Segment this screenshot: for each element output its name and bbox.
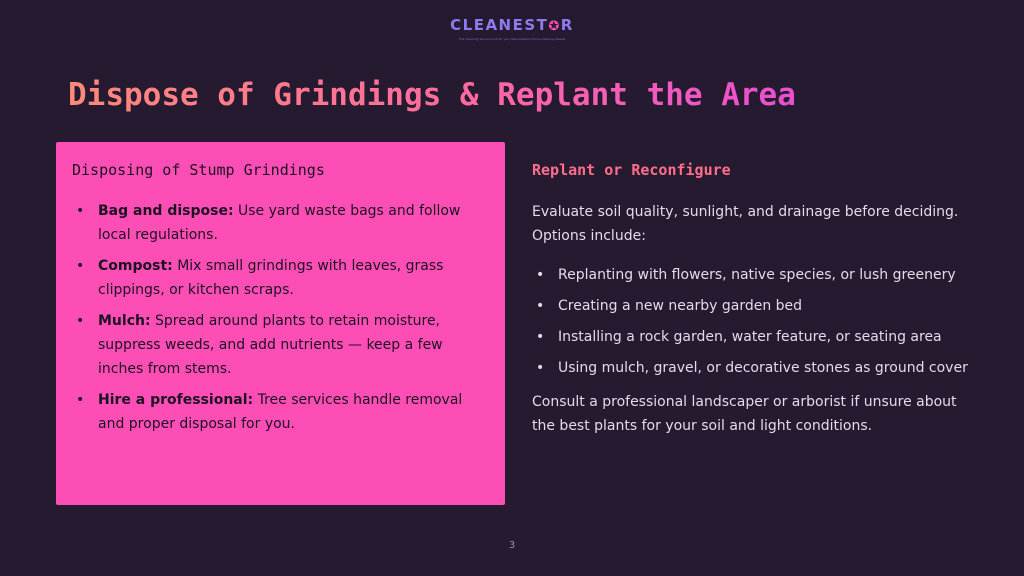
disposal-card [56, 142, 505, 505]
slide-title: Dispose of Grindings & Replant the Area [68, 72, 796, 118]
item-text: Mix small grindings with leaves, grass clippings, or kitchen scraps. [98, 258, 444, 298]
replant-list [532, 263, 972, 380]
list-item: • Using mulch, gravel, or decorative stones as ground cover [532, 356, 972, 380]
disposal-list [72, 199, 489, 436]
page-number: 3 [508, 540, 516, 551]
replant-intro: Evaluate soil quality, sunlight, and drainage before deciding. Options include: [532, 204, 959, 244]
replant-section [532, 159, 972, 438]
list-item: • Replanting with flowers, native species, or lush greenery [532, 263, 972, 287]
replant-outro: Consult a professional landscaper or arborist if unsure about the best plants for your soil and light conditions. [532, 394, 957, 434]
item-text: Tree services handle removal and proper disposal for you. [98, 392, 463, 432]
brand-wordmark [0, 16, 1024, 36]
list-item [72, 199, 489, 247]
item-label: Compost: [98, 258, 173, 274]
brand-logo [0, 16, 1024, 41]
brand-suffix: R [560, 16, 574, 34]
replant-heading: Replant or Reconfigure [532, 161, 731, 179]
disposal-heading: Disposing of Stump Grindings [72, 161, 325, 179]
item-label: Hire a professional: [98, 392, 254, 408]
item-label: Bag and dispose: [98, 203, 234, 219]
list-item [72, 254, 489, 302]
item-text: Spread around plants to retain moisture, suppress weeds, and add nutrients — keep a few inches from stems. [98, 313, 443, 377]
star-icon: ✪ [548, 19, 561, 34]
list-item: • Creating a new nearby garden bed [532, 294, 972, 318]
brand-prefix: CLEANEST [450, 16, 549, 34]
item-text: Use yard waste bags and follow local regulations. [98, 203, 461, 243]
list-item: • Installing a rock garden, water feature, or seating area [532, 325, 972, 349]
list-item [72, 309, 489, 381]
brand-tagline: The Cleaning Service Link for your New Zealand Home Cleaning Needs [458, 37, 566, 41]
item-label: Mulch: [98, 313, 151, 329]
list-item [72, 388, 489, 436]
